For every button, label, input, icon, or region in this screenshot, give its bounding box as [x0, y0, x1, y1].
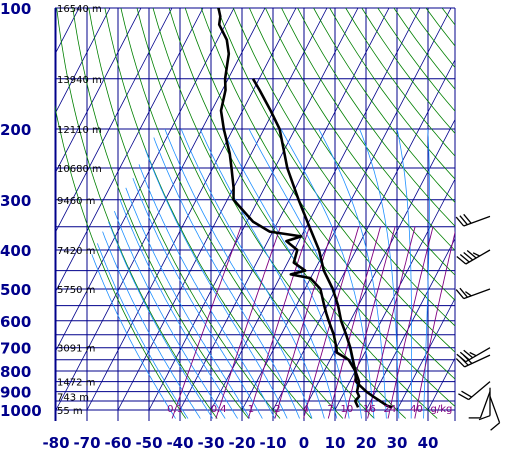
pressure-tick-label: 500: [0, 281, 32, 299]
height-label: 16540 m: [57, 4, 102, 15]
temperature-tick-label: 20: [355, 434, 377, 452]
isotherm: [366, 8, 528, 410]
wind-barb-shaft: [465, 355, 490, 367]
dry-adiabat: [429, 0, 528, 418]
mixing-ratio-label: 24: [383, 404, 397, 415]
dry-adiabat: [475, 0, 528, 418]
pressure-tick-label: 600: [0, 312, 32, 331]
temperature-tick-label: -40: [166, 434, 194, 452]
temperature-tick-label: 0: [298, 434, 310, 452]
moist-adiabat: [109, 222, 213, 419]
moist-adiabat: [200, 129, 337, 419]
dry-adiabat: [70, 0, 248, 418]
mixing-ratio-label: 16: [363, 404, 376, 415]
temperature-tick-label: -70: [73, 434, 101, 452]
temperature-tick-label: -20: [228, 434, 256, 452]
temperature-tick-label: 10: [324, 434, 346, 452]
mixing-ratio-label: 0.4: [210, 404, 227, 415]
dry-adiabat: [164, 0, 437, 418]
dry-adiabat: [101, 0, 311, 418]
height-label: 3091 m: [57, 343, 96, 355]
height-label: 1472 m: [57, 377, 96, 389]
pressure-tick-label: 100: [0, 0, 32, 18]
mixing-ratio-label: 10: [340, 404, 354, 415]
pressure-tick-label: 1000: [0, 402, 42, 420]
dry-adiabat: [491, 0, 528, 418]
height-label: 7420 m: [57, 246, 96, 257]
moist-adiabat: [145, 150, 287, 419]
dry-adiabat: [522, 0, 528, 418]
dry-adiabat: [55, 0, 218, 418]
mixing-ratio-line: [345, 227, 395, 419]
temperature-tick-label: -10: [259, 434, 287, 452]
dry-adiabat: [366, 0, 528, 418]
dry-adiabat: [117, 0, 343, 418]
temperature-tick-label: -30: [197, 434, 225, 452]
height-label: 10680 m: [57, 164, 102, 175]
wind-barb: [490, 396, 500, 430]
temperature-tick-label: -50: [135, 434, 163, 452]
pressure-tick-label: 300: [0, 191, 32, 210]
height-label: 55 m: [57, 406, 83, 417]
wind-barb: [479, 388, 490, 420]
mixing-ratio-label: 4: [302, 404, 310, 415]
mixing-ratio-label: 2: [274, 404, 281, 415]
wind-barb: [458, 382, 490, 400]
height-label: 12110 m: [57, 125, 102, 136]
temperature-tick-label: -80: [42, 434, 70, 452]
isotherm: [459, 8, 528, 410]
height-label: 743 m: [57, 392, 90, 404]
isotherm: [335, 8, 528, 410]
pressure-tick-label: 800: [0, 363, 32, 381]
wind-barb: [456, 288, 490, 298]
temperature-tick-label: 30: [386, 434, 408, 452]
wind-barbs: [456, 214, 499, 430]
moist-adiabat: [103, 232, 201, 419]
wind-barb: [469, 392, 490, 418]
mixing-ratio-label: 7: [327, 404, 334, 415]
dry-adiabat: [444, 0, 528, 418]
dry-adiabat: [148, 0, 406, 418]
pressure-tick-label: 200: [0, 121, 32, 139]
wind-barb-shaft: [490, 396, 500, 422]
wind-barb-shaft: [480, 392, 490, 418]
mixing-ratio-line: [248, 227, 309, 419]
temperature-tick-label: 40: [417, 434, 439, 452]
moist-adiabat: [181, 129, 324, 419]
temperature-tick-label: -60: [104, 434, 132, 452]
mixing-ratio-line: [304, 227, 359, 419]
mixing-ratio-label: 1: [247, 404, 255, 415]
temperature-profile: [253, 79, 392, 408]
wind-barb-feather: [491, 423, 500, 431]
moist-adiabat: [139, 164, 275, 418]
pressure-tick-label: 900: [0, 383, 32, 402]
mixing-ratio-label: 40: [410, 404, 423, 415]
mixing-ratio-label: 0.1: [167, 404, 184, 415]
wind-barb: [457, 250, 490, 264]
wind-barb: [456, 214, 490, 226]
isotherm: [428, 8, 528, 410]
height-label: 13940 m: [57, 74, 102, 86]
wind-barb-shaft: [469, 382, 490, 400]
moist-adiabat: [319, 129, 387, 419]
pressure-tick-label: 700: [0, 339, 32, 358]
mixing-ratio-line: [328, 227, 380, 419]
wind-barb-shaft: [464, 216, 490, 226]
moist-adiabat: [133, 178, 263, 418]
dry-adiabat: [507, 0, 528, 418]
mixing-ratio-units: g/kg: [430, 404, 453, 415]
dry-adiabat: [335, 0, 528, 418]
pressure-tick-label: 400: [0, 242, 32, 260]
moist-adiabat: [424, 129, 430, 419]
height-label: 9460 m: [57, 195, 96, 207]
height-label: 5750 m: [57, 285, 96, 296]
